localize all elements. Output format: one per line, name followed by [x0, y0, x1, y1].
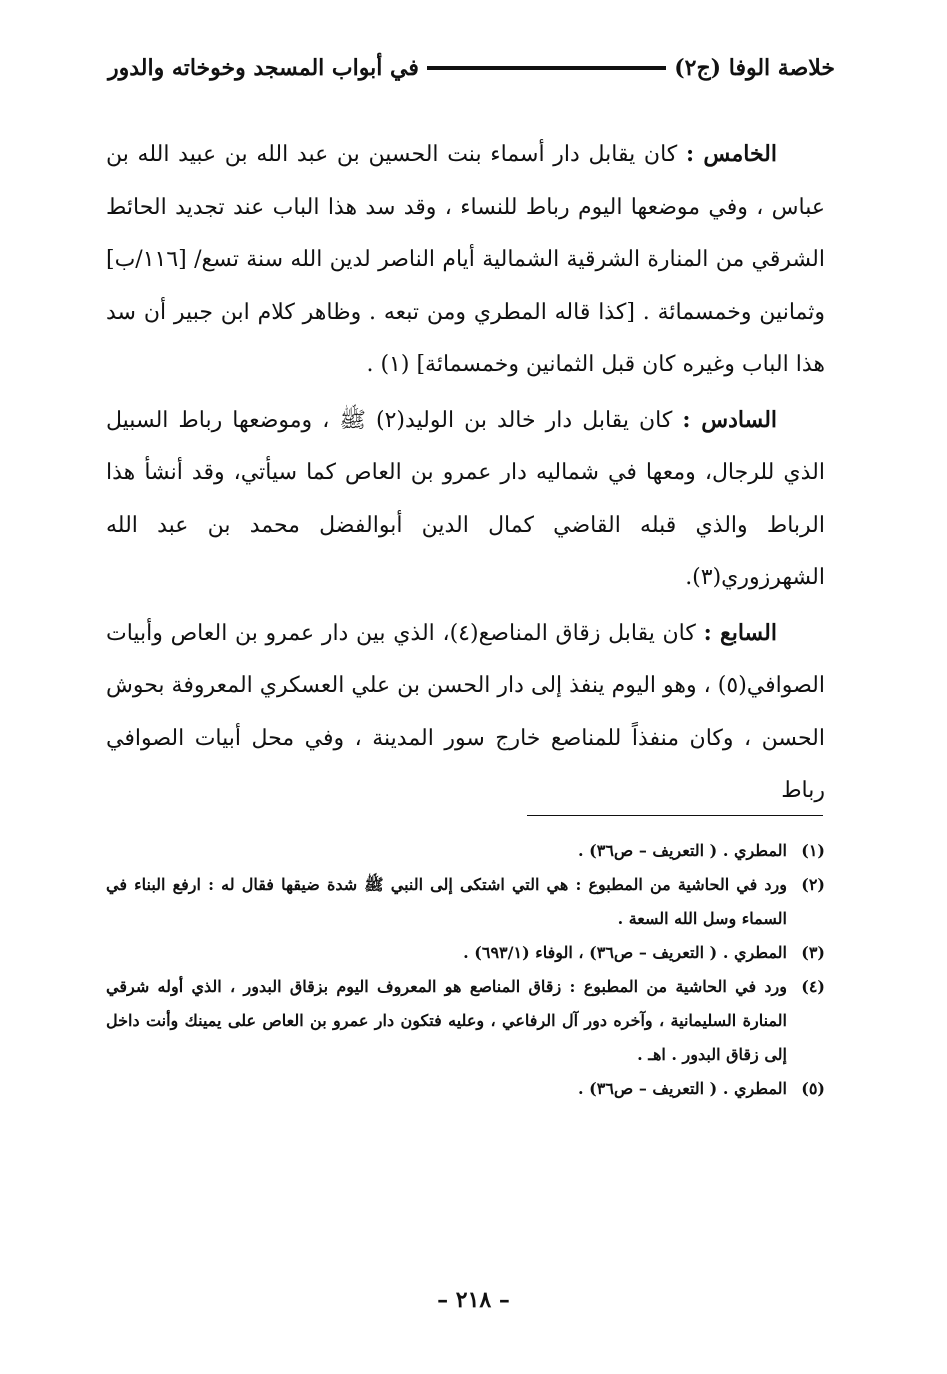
- footnote-text: المطري . ( التعريف – ص٣٦) .: [578, 841, 787, 860]
- footnote-number: (٢): [801, 875, 825, 894]
- paragraph-lead: السادس :: [682, 406, 778, 433]
- footnotes: [106, 834, 825, 1106]
- footnote: [106, 1072, 825, 1106]
- paragraph-fifth: [106, 128, 825, 392]
- footnote: [106, 970, 825, 1072]
- footnote-number: (٥): [801, 1079, 825, 1098]
- header-section-title: في أبواب المسجد وخوخاته والدور: [108, 55, 419, 81]
- header-rule: [427, 66, 666, 70]
- footnote-number: (٣): [801, 943, 825, 962]
- paragraph-body: كان يقابل دار خالد بن الوليد(٢) ﷺ ، وموضعها رباط السبيل الذي للرجال، ومعها في شماليه دار عمرو بن العاص كما سيأتي، وقد أنشأ هذا الرباط والذي قبله القاضي كمال الدين أبوالفضل محمد بن عبد الله الشهرزوري(٣).: [106, 407, 825, 590]
- main-text: [106, 128, 825, 820]
- footnote: [106, 834, 825, 868]
- footnote-number: (٤): [801, 977, 825, 996]
- footnote-separator: [527, 815, 823, 816]
- page-number: – ٢١٨ –: [437, 1287, 510, 1313]
- paragraph-sixth: [106, 394, 825, 605]
- footnote-text: المطري . ( التعريف – ص٣٦) ، الوفاء (٦٩٣/١) .: [463, 943, 787, 962]
- header-book-title: خلاصة الوفا (ج٢): [674, 55, 835, 81]
- paragraph-lead: الخامس :: [685, 141, 777, 167]
- paragraph-seventh: [106, 607, 825, 818]
- running-header: [108, 48, 835, 88]
- footnote-text: المطري . ( التعريف – ص٣٦) .: [578, 1079, 787, 1098]
- footnote: [106, 868, 825, 936]
- footnote: [106, 936, 825, 970]
- paragraph-body: كان يقابل زقاق المناصع(٤)، الذي بين دار عمرو بن العاص وأبيات الصوافي(٥) ، وهو اليوم ينفذ إلى دار الحسن بن علي العسكري المعروفة بحوش الحسن ، وكان منفذاً للمناصع خارج سور المدينة ، وفي محل أبيات الصوافي رباط: [106, 620, 825, 803]
- paragraph-lead: السابع :: [703, 619, 778, 646]
- footnote-text: ورد في الحاشية من المطبوع : هي التي اشتكى إلى النبي ﷺ شدة ضيقها فقال له : ارفع البناء في السماء وسل الله السعة .: [106, 875, 787, 928]
- footnote-text: ورد في الحاشية من المطبوع : زقاق المناصع هو المعروف اليوم بزقاق البدور ، الذي أوله شرقي المنارة السليمانية ، وآخره دور آل الرفاعي ، وعليه فتكون دار عمرو بن العاص على يمينك وأنت داخل إلى زقاق البدور . اهـ .: [106, 977, 787, 1064]
- footnote-number: (١): [801, 841, 825, 860]
- paragraph-body: كان يقابل دار أسماء بنت الحسين بن عبد الله بن عبيد الله بن عباس ، وفي موضعها اليوم رباط للنساء ، وقد سد هذا الباب عند تجديد الحائط الشرقي من المنارة الشرقية الشمالية أيام الناصر لدين الله سنة تسع/ [١١٦/ب] وثمانين وخمسمائة . [كذا قاله المطري ومن تبعه . وظاهر كلام ابن جبير أن سد هذا الباب وغيره كان قبل الثمانين وخمسمائة] (١) .: [106, 142, 825, 377]
